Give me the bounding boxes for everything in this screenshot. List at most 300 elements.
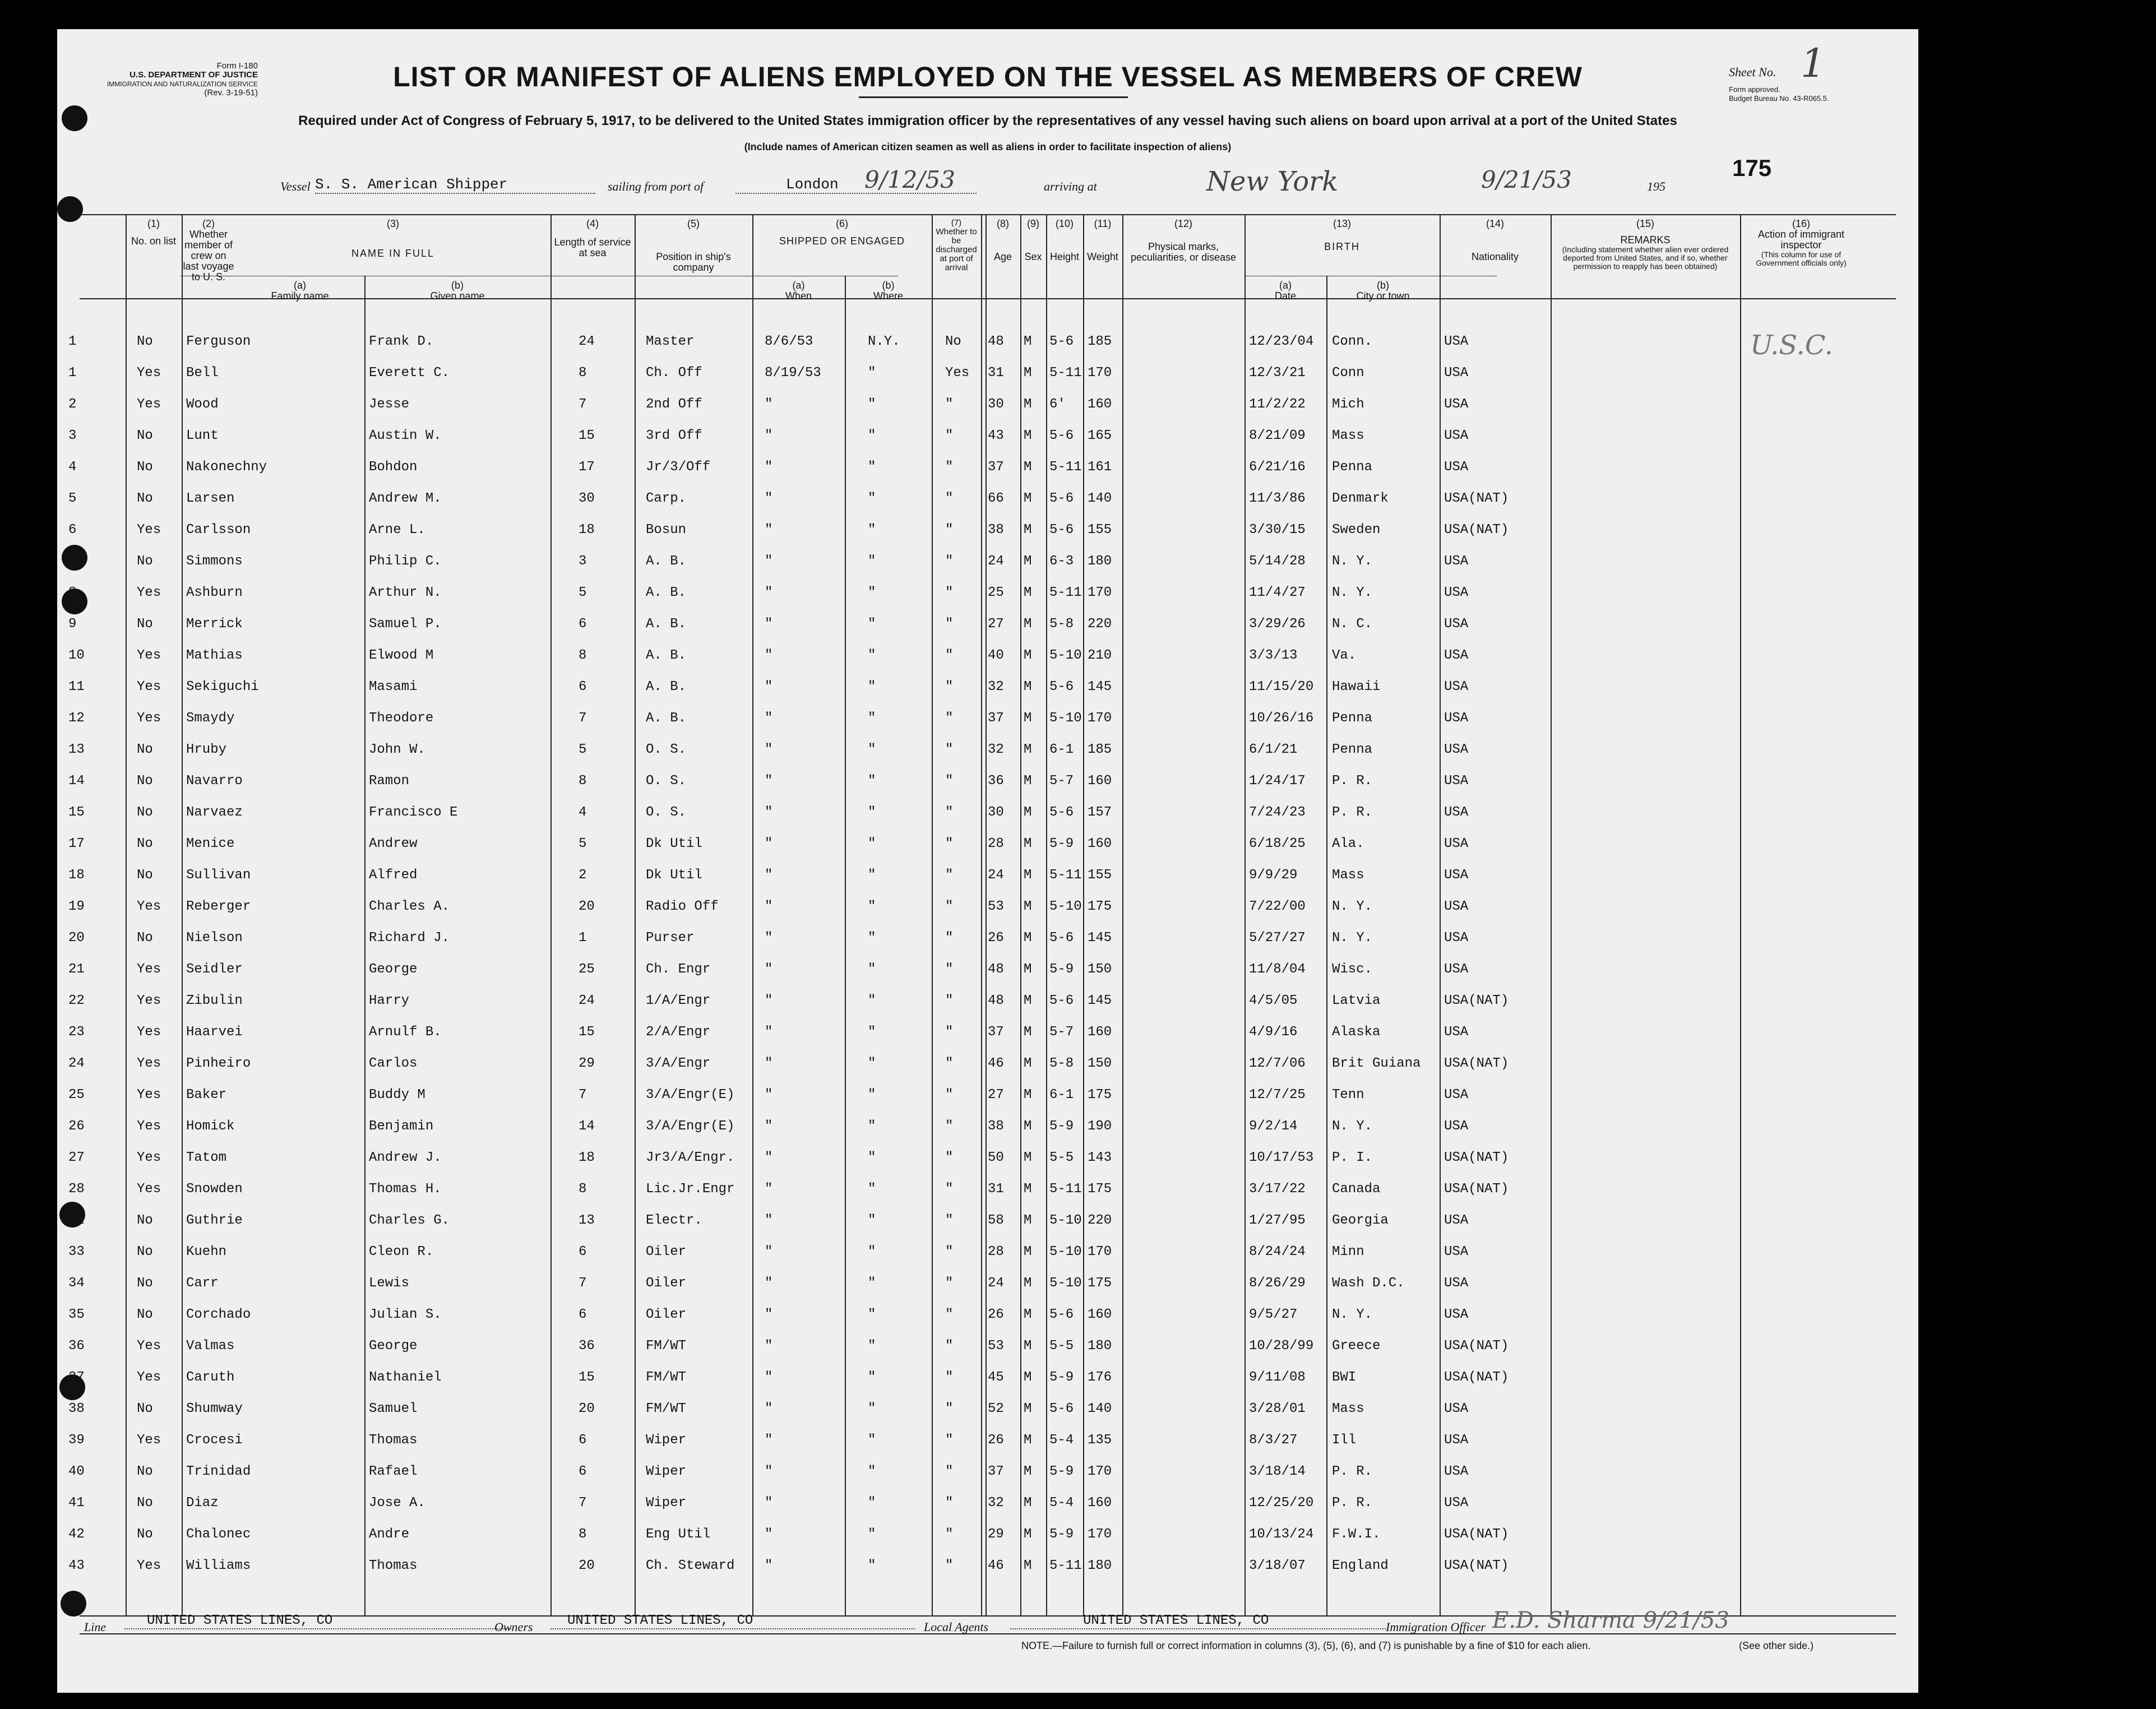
- cell-disch: ": [945, 836, 954, 851]
- cell-sex: M: [1024, 1464, 1032, 1479]
- cell-sex: M: [1024, 1307, 1032, 1322]
- vessel-label: Vessel: [280, 179, 311, 193]
- cell-bdate: 4/9/16: [1249, 1025, 1298, 1040]
- cell-disch: ": [945, 617, 954, 632]
- cell-disch: ": [945, 774, 954, 789]
- cell-given: Harry: [369, 993, 410, 1008]
- cell-weight: 185: [1088, 742, 1112, 757]
- cell-height: 5-4: [1049, 1433, 1074, 1448]
- cell-disch: ": [945, 1056, 954, 1071]
- cell-prev: No: [137, 805, 153, 820]
- cell-bdate: 3/18/07: [1249, 1558, 1306, 1573]
- cell-prev: Yes: [137, 993, 161, 1008]
- cell-position: FM/WT: [646, 1370, 687, 1385]
- cell-disch: ": [945, 648, 954, 663]
- cell-family: Bell: [186, 365, 219, 381]
- cell-age: 25: [988, 585, 1004, 600]
- cell-no: 40: [68, 1464, 85, 1479]
- cell-given: Andrew J.: [369, 1150, 442, 1165]
- punch-hole: [57, 196, 83, 222]
- cell-disch: ": [945, 1307, 954, 1322]
- cell-height: 5-10: [1049, 1244, 1082, 1259]
- cell-given: Thomas: [369, 1433, 418, 1448]
- cell-prev: Yes: [137, 899, 161, 914]
- sail-date: 9/12/53: [864, 166, 955, 193]
- cell-service: 25: [579, 962, 595, 977]
- cell-disch: ": [945, 868, 954, 883]
- col-8-header: (8) Age: [993, 218, 1012, 262]
- cell-bdate: 10/28/99: [1249, 1339, 1314, 1354]
- cell-no: 1: [68, 334, 77, 349]
- cell-bplace: N. Y.: [1332, 585, 1373, 600]
- cell-family: Navarro: [186, 774, 243, 789]
- cell-age: 45: [988, 1370, 1004, 1385]
- cell-age: 48: [988, 334, 1004, 349]
- cell-weight: 150: [1088, 962, 1112, 977]
- cell-bplace: P. R.: [1332, 1495, 1373, 1511]
- cell-age: 48: [988, 962, 1004, 977]
- cell-prev: Yes: [137, 1182, 161, 1197]
- cell-no: 9: [68, 617, 77, 632]
- cell-prev: No: [137, 491, 153, 506]
- cell-position: Oiler: [646, 1276, 687, 1291]
- cell-given: Arne L.: [369, 522, 425, 538]
- cell-nat: USA: [1444, 1119, 1469, 1134]
- cell-bdate: 7/24/23: [1249, 805, 1306, 820]
- cell-family: Mathias: [186, 648, 243, 663]
- cell-given: Jesse: [369, 397, 410, 412]
- cell-disch: ": [945, 1087, 954, 1103]
- cell-sex: M: [1024, 1087, 1032, 1103]
- cell-height: 5-4: [1049, 1495, 1074, 1511]
- cell-when: ": [765, 1276, 773, 1291]
- cell-bplace: Canada: [1332, 1182, 1381, 1197]
- table-row: [57, 546, 1918, 577]
- cell-when: ": [765, 805, 773, 820]
- cell-age: 46: [988, 1558, 1004, 1573]
- cell-height: 6-1: [1049, 742, 1074, 757]
- cell-service: 24: [579, 993, 595, 1008]
- cell-when: ": [765, 930, 773, 946]
- cell-nat: USA: [1444, 397, 1469, 412]
- table-row: [57, 1236, 1918, 1268]
- cell-age: 32: [988, 742, 1004, 757]
- cell-family: Smaydy: [186, 711, 235, 726]
- cell-nat: USA: [1444, 428, 1469, 443]
- cell-sex: M: [1024, 1119, 1032, 1134]
- cell-given: Philip C.: [369, 554, 442, 569]
- cell-sex: M: [1024, 679, 1032, 694]
- cell-age: 38: [988, 522, 1004, 538]
- cell-bdate: 3/17/22: [1249, 1182, 1306, 1197]
- cell-disch: ": [945, 1558, 954, 1573]
- cell-age: 28: [988, 836, 1004, 851]
- budget-bureau: Budget Bureau No. 43-R065.5.: [1729, 94, 1829, 103]
- cell-where: ": [868, 805, 876, 820]
- cell-where: ": [868, 930, 876, 946]
- cell-bplace: P. I.: [1332, 1150, 1373, 1165]
- table-row: [57, 1488, 1918, 1519]
- cell-where: ": [868, 1495, 876, 1511]
- table-row: [57, 923, 1918, 954]
- cell-family: Carlsson: [186, 522, 251, 538]
- cell-bdate: 3/29/26: [1249, 617, 1306, 632]
- cell-position: Jr/3/Off: [646, 460, 711, 475]
- cell-family: Carr: [186, 1276, 219, 1291]
- col-14-header: (14) Nationality: [1471, 218, 1519, 262]
- cell-sex: M: [1024, 334, 1032, 349]
- cell-service: 5: [579, 742, 587, 757]
- cell-bdate: 6/1/21: [1249, 742, 1298, 757]
- subtitle: Required under Act of Congress of February 5, 1917, to be delivered to the United States immigration officer by the representatives of any vessel having such aliens on board upon arrival at a port of the United States: [298, 113, 1677, 128]
- cell-where: ": [868, 648, 876, 663]
- cell-nat: USA: [1444, 1213, 1469, 1228]
- cell-where: ": [868, 1307, 876, 1322]
- cell-prev: Yes: [137, 1339, 161, 1354]
- cell-no: 11: [68, 679, 85, 694]
- cell-where: ": [868, 1119, 876, 1134]
- cell-prev: Yes: [137, 1150, 161, 1165]
- cell-sex: M: [1024, 1025, 1032, 1040]
- officer-label: Immigration Officer: [1386, 1620, 1486, 1634]
- cell-prev: No: [137, 617, 153, 632]
- cell-where: ": [868, 428, 876, 443]
- cell-family: Crocesi: [186, 1433, 243, 1448]
- table-row: [57, 515, 1918, 546]
- cell-when: ": [765, 1433, 773, 1448]
- cell-disch: ": [945, 522, 954, 538]
- cell-age: 30: [988, 397, 1004, 412]
- cell-age: 24: [988, 554, 1004, 569]
- cell-weight: 180: [1088, 1339, 1112, 1354]
- cell-where: ": [868, 522, 876, 538]
- cell-family: Sekiguchi: [186, 679, 259, 694]
- cell-where: ": [868, 1464, 876, 1479]
- table-row: [57, 358, 1918, 389]
- line-value: UNITED STATES LINES, CO: [124, 1613, 511, 1629]
- cell-bplace: Ala.: [1332, 836, 1364, 851]
- cell-bdate: 12/7/25: [1249, 1087, 1306, 1103]
- cell-when: ": [765, 522, 773, 538]
- cell-prev: No: [137, 1276, 153, 1291]
- cell-service: 8: [579, 365, 587, 381]
- cell-height: 5-6: [1049, 428, 1074, 443]
- cell-disch: ": [945, 993, 954, 1008]
- cell-age: 26: [988, 930, 1004, 946]
- cell-when: ": [765, 962, 773, 977]
- cell-position: A. B.: [646, 711, 687, 726]
- cell-bplace: Mass: [1332, 868, 1364, 883]
- cell-disch: ": [945, 1244, 954, 1259]
- cell-nat: USA: [1444, 1433, 1469, 1448]
- col-3-header: (3) NAME IN FULL: [351, 218, 435, 259]
- cell-no: 1: [68, 365, 77, 381]
- table-row: [57, 797, 1918, 828]
- cell-sex: M: [1024, 774, 1032, 789]
- cell-disch: ": [945, 460, 954, 475]
- col-4-header: (4) Length of service at sea: [554, 218, 631, 258]
- table-row: [57, 1519, 1918, 1550]
- cell-no: 33: [68, 1244, 85, 1259]
- cell-position: Wiper: [646, 1495, 687, 1511]
- cell-bdate: 12/7/06: [1249, 1056, 1306, 1071]
- cell-nat: USA: [1444, 899, 1469, 914]
- cell-bplace: F.W.I.: [1332, 1527, 1381, 1542]
- cell-given: George: [369, 1339, 418, 1354]
- cell-bplace: Conn.: [1332, 334, 1373, 349]
- revision: (Rev. 3-19-51): [204, 88, 258, 98]
- cell-family: Nielson: [186, 930, 243, 946]
- cell-age: 31: [988, 1182, 1004, 1197]
- cell-family: Williams: [186, 1558, 251, 1573]
- cell-when: ": [765, 1025, 773, 1040]
- cell-given: Austin W.: [369, 428, 442, 443]
- cell-family: Chalonec: [186, 1527, 251, 1542]
- cell-bplace: Mass: [1332, 428, 1364, 443]
- cell-where: ": [868, 1527, 876, 1542]
- cell-height: 5-5: [1049, 1339, 1074, 1354]
- cell-age: 32: [988, 1495, 1004, 1511]
- cell-where: ": [868, 1244, 876, 1259]
- cell-nat: USA(NAT): [1444, 1056, 1509, 1071]
- cell-disch: ": [945, 742, 954, 757]
- cell-nat: USA: [1444, 334, 1469, 349]
- cell-bplace: N. Y.: [1332, 1307, 1373, 1322]
- cell-bdate: 12/25/20: [1249, 1495, 1314, 1511]
- cell-position: A. B.: [646, 648, 687, 663]
- cell-bplace: N. Y.: [1332, 930, 1373, 946]
- cell-bplace: Tenn: [1332, 1087, 1364, 1103]
- cell-position: Dk Util: [646, 868, 702, 883]
- cell-nat: USA: [1444, 930, 1469, 946]
- cell-bplace: Penna: [1332, 742, 1373, 757]
- col-13a-header: (a) Date: [1274, 280, 1297, 302]
- cell-no: 32: [68, 1213, 85, 1228]
- cell-bdate: 4/5/05: [1249, 993, 1298, 1008]
- cell-prev: No: [137, 836, 153, 851]
- col-3b-header: (b) Given name: [430, 280, 485, 302]
- cell-position: Electr.: [646, 1213, 702, 1228]
- cell-disch: ": [945, 1119, 954, 1134]
- cell-weight: 220: [1088, 1213, 1112, 1228]
- cell-sex: M: [1024, 1339, 1032, 1354]
- cell-bplace: Denmark: [1332, 491, 1389, 506]
- cell-nat: USA(NAT): [1444, 1558, 1509, 1573]
- table-row: [57, 1080, 1918, 1111]
- cell-where: ": [868, 585, 876, 600]
- table-row: [57, 389, 1918, 420]
- cell-weight: 155: [1088, 522, 1112, 538]
- cell-nat: USA(NAT): [1444, 1339, 1509, 1354]
- cell-family: Diaz: [186, 1495, 219, 1511]
- cell-family: Caruth: [186, 1370, 235, 1385]
- table-row: [57, 1425, 1918, 1456]
- cell-weight: 143: [1088, 1150, 1112, 1165]
- cell-nat: USA(NAT): [1444, 993, 1509, 1008]
- cell-sex: M: [1024, 1150, 1032, 1165]
- cell-sex: M: [1024, 1244, 1032, 1259]
- cell-disch: ": [945, 1370, 954, 1385]
- cell-no: 5: [68, 491, 77, 506]
- cell-service: 13: [579, 1213, 595, 1228]
- table-row: [57, 766, 1918, 797]
- cell-given: Thomas: [369, 1558, 418, 1573]
- col-16-header: (16) Action of immigrant inspector (This column for use of Government officials only): [1756, 218, 1847, 267]
- col-12-header: (12) Physical marks, peculiarities, or disease: [1130, 218, 1237, 263]
- cell-bdate: 6/21/16: [1249, 460, 1306, 475]
- table-row: [57, 1550, 1918, 1582]
- cell-sex: M: [1024, 491, 1032, 506]
- cell-sex: M: [1024, 554, 1032, 569]
- cell-given: Andrew: [369, 836, 418, 851]
- cell-height: 5-7: [1049, 1025, 1074, 1040]
- cell-disch: ": [945, 1276, 954, 1291]
- cell-no: 6: [68, 522, 77, 538]
- cell-sex: M: [1024, 805, 1032, 820]
- cell-position: Eng Util: [646, 1527, 711, 1542]
- cell-given: Julian S.: [369, 1307, 442, 1322]
- cell-position: Ch. Off: [646, 365, 702, 381]
- cell-weight: 170: [1088, 1244, 1112, 1259]
- cell-nat: USA: [1444, 1401, 1469, 1416]
- cell-prev: Yes: [137, 711, 161, 726]
- cell-position: Lic.Jr.Engr: [646, 1182, 735, 1197]
- cell-bplace: Penna: [1332, 460, 1373, 475]
- cell-sex: M: [1024, 836, 1032, 851]
- cell-given: Benjamin: [369, 1119, 434, 1134]
- sheet-label: Sheet No.: [1729, 65, 1776, 79]
- cell-age: 52: [988, 1401, 1004, 1416]
- cell-sex: M: [1024, 899, 1032, 914]
- cell-where: ": [868, 742, 876, 757]
- cell-no: 26: [68, 1119, 85, 1134]
- cell-bplace: P. R.: [1332, 1464, 1373, 1479]
- cell-service: 7: [579, 1495, 587, 1511]
- cell-disch: ": [945, 930, 954, 946]
- cell-disch: ": [945, 1464, 954, 1479]
- cell-where: ": [868, 1558, 876, 1573]
- table-row: [57, 1174, 1918, 1205]
- cell-when: ": [765, 679, 773, 694]
- subnote: (Include names of American citizen seamen as well as aliens in order to facilitate inspection of aliens): [744, 141, 1232, 152]
- cell-age: 29: [988, 1527, 1004, 1542]
- cell-disch: ": [945, 428, 954, 443]
- cell-no: 18: [68, 868, 85, 883]
- cell-family: Nakonechny: [186, 460, 267, 475]
- cell-no: 21: [68, 962, 85, 977]
- cell-when: ": [765, 617, 773, 632]
- cell-where: ": [868, 1025, 876, 1040]
- cell-height: 5-6: [1049, 679, 1074, 694]
- cell-sex: M: [1024, 1213, 1032, 1228]
- cell-weight: 170: [1088, 711, 1112, 726]
- cell-given: Samuel: [369, 1401, 418, 1416]
- cell-position: FM/WT: [646, 1339, 687, 1354]
- cell-bdate: 11/3/86: [1249, 491, 1306, 506]
- cell-position: Wiper: [646, 1433, 687, 1448]
- cell-sex: M: [1024, 1370, 1032, 1385]
- cell-nat: USA: [1444, 1025, 1469, 1040]
- cell-family: Valmas: [186, 1339, 235, 1354]
- col-1-header: (1) No. on list: [131, 218, 177, 247]
- sailing-label: sailing from port of: [608, 179, 704, 193]
- cell-given: Thomas H.: [369, 1182, 442, 1197]
- cell-bplace: Ill: [1332, 1433, 1357, 1448]
- cell-no: 39: [68, 1433, 85, 1448]
- table-row: [57, 1142, 1918, 1174]
- cell-no: 3: [68, 428, 77, 443]
- cell-prev: No: [137, 460, 153, 475]
- cell-when: 8/19/53: [765, 365, 821, 381]
- cell-bplace: Minn: [1332, 1244, 1364, 1259]
- cell-prev: No: [137, 1307, 153, 1322]
- cell-height: 5-9: [1049, 836, 1074, 851]
- cell-when: ": [765, 774, 773, 789]
- cell-disch: ": [945, 1213, 954, 1228]
- cell-weight: 170: [1088, 1527, 1112, 1542]
- cell-where: ": [868, 962, 876, 977]
- cell-service: 6: [579, 1244, 587, 1259]
- owners-value: UNITED STATES LINES, CO: [550, 1613, 915, 1629]
- cell-given: Cleon R.: [369, 1244, 434, 1259]
- cell-bplace: N. Y.: [1332, 1119, 1373, 1134]
- cell-bdate: 11/8/04: [1249, 962, 1306, 977]
- table-row: [57, 326, 1918, 358]
- cell-sex: M: [1024, 1495, 1032, 1511]
- cell-disch: ": [945, 1150, 954, 1165]
- cell-when: ": [765, 868, 773, 883]
- cell-bplace: N. C.: [1332, 617, 1373, 632]
- cell-prev: No: [137, 742, 153, 757]
- cell-weight: 145: [1088, 993, 1112, 1008]
- cell-family: Guthrie: [186, 1213, 243, 1228]
- cell-sex: M: [1024, 1056, 1032, 1071]
- officer-signature: E.D. Sharma 9/21/53: [1492, 1608, 1729, 1633]
- cell-weight: 155: [1088, 868, 1112, 883]
- cell-given: Andre: [369, 1527, 410, 1542]
- cell-bplace: Hawaii: [1332, 679, 1381, 694]
- cell-given: Frank D.: [369, 334, 434, 349]
- cell-sex: M: [1024, 1276, 1032, 1291]
- cell-weight: 140: [1088, 491, 1112, 506]
- owners-label: Owners: [494, 1620, 533, 1634]
- cell-family: Zibulin: [186, 993, 243, 1008]
- cell-nat: USA: [1444, 585, 1469, 600]
- cell-family: Pinheiro: [186, 1056, 251, 1071]
- cell-given: Masami: [369, 679, 418, 694]
- cell-nat: USA: [1444, 836, 1469, 851]
- cell-sex: M: [1024, 1182, 1032, 1197]
- cell-prev: Yes: [137, 648, 161, 663]
- cell-disch: ": [945, 962, 954, 977]
- cell-when: ": [765, 836, 773, 851]
- cell-nat: USA: [1444, 1495, 1469, 1511]
- cell-height: 5-8: [1049, 617, 1074, 632]
- cell-where: ": [868, 397, 876, 412]
- cell-position: Carp.: [646, 491, 687, 506]
- cell-family: Menice: [186, 836, 235, 851]
- cell-service: 24: [579, 334, 595, 349]
- cell-when: ": [765, 428, 773, 443]
- cell-disch: ": [945, 679, 954, 694]
- cell-height: 5-6: [1049, 1401, 1074, 1416]
- service-name: IMMIGRATION AND NATURALIZATION SERVICE: [107, 80, 258, 88]
- cell-when: ": [765, 648, 773, 663]
- cell-age: 26: [988, 1433, 1004, 1448]
- form-number: Form I-180: [216, 61, 258, 71]
- cell-bdate: 9/5/27: [1249, 1307, 1298, 1322]
- cell-position: 3/A/Engr: [646, 1056, 711, 1071]
